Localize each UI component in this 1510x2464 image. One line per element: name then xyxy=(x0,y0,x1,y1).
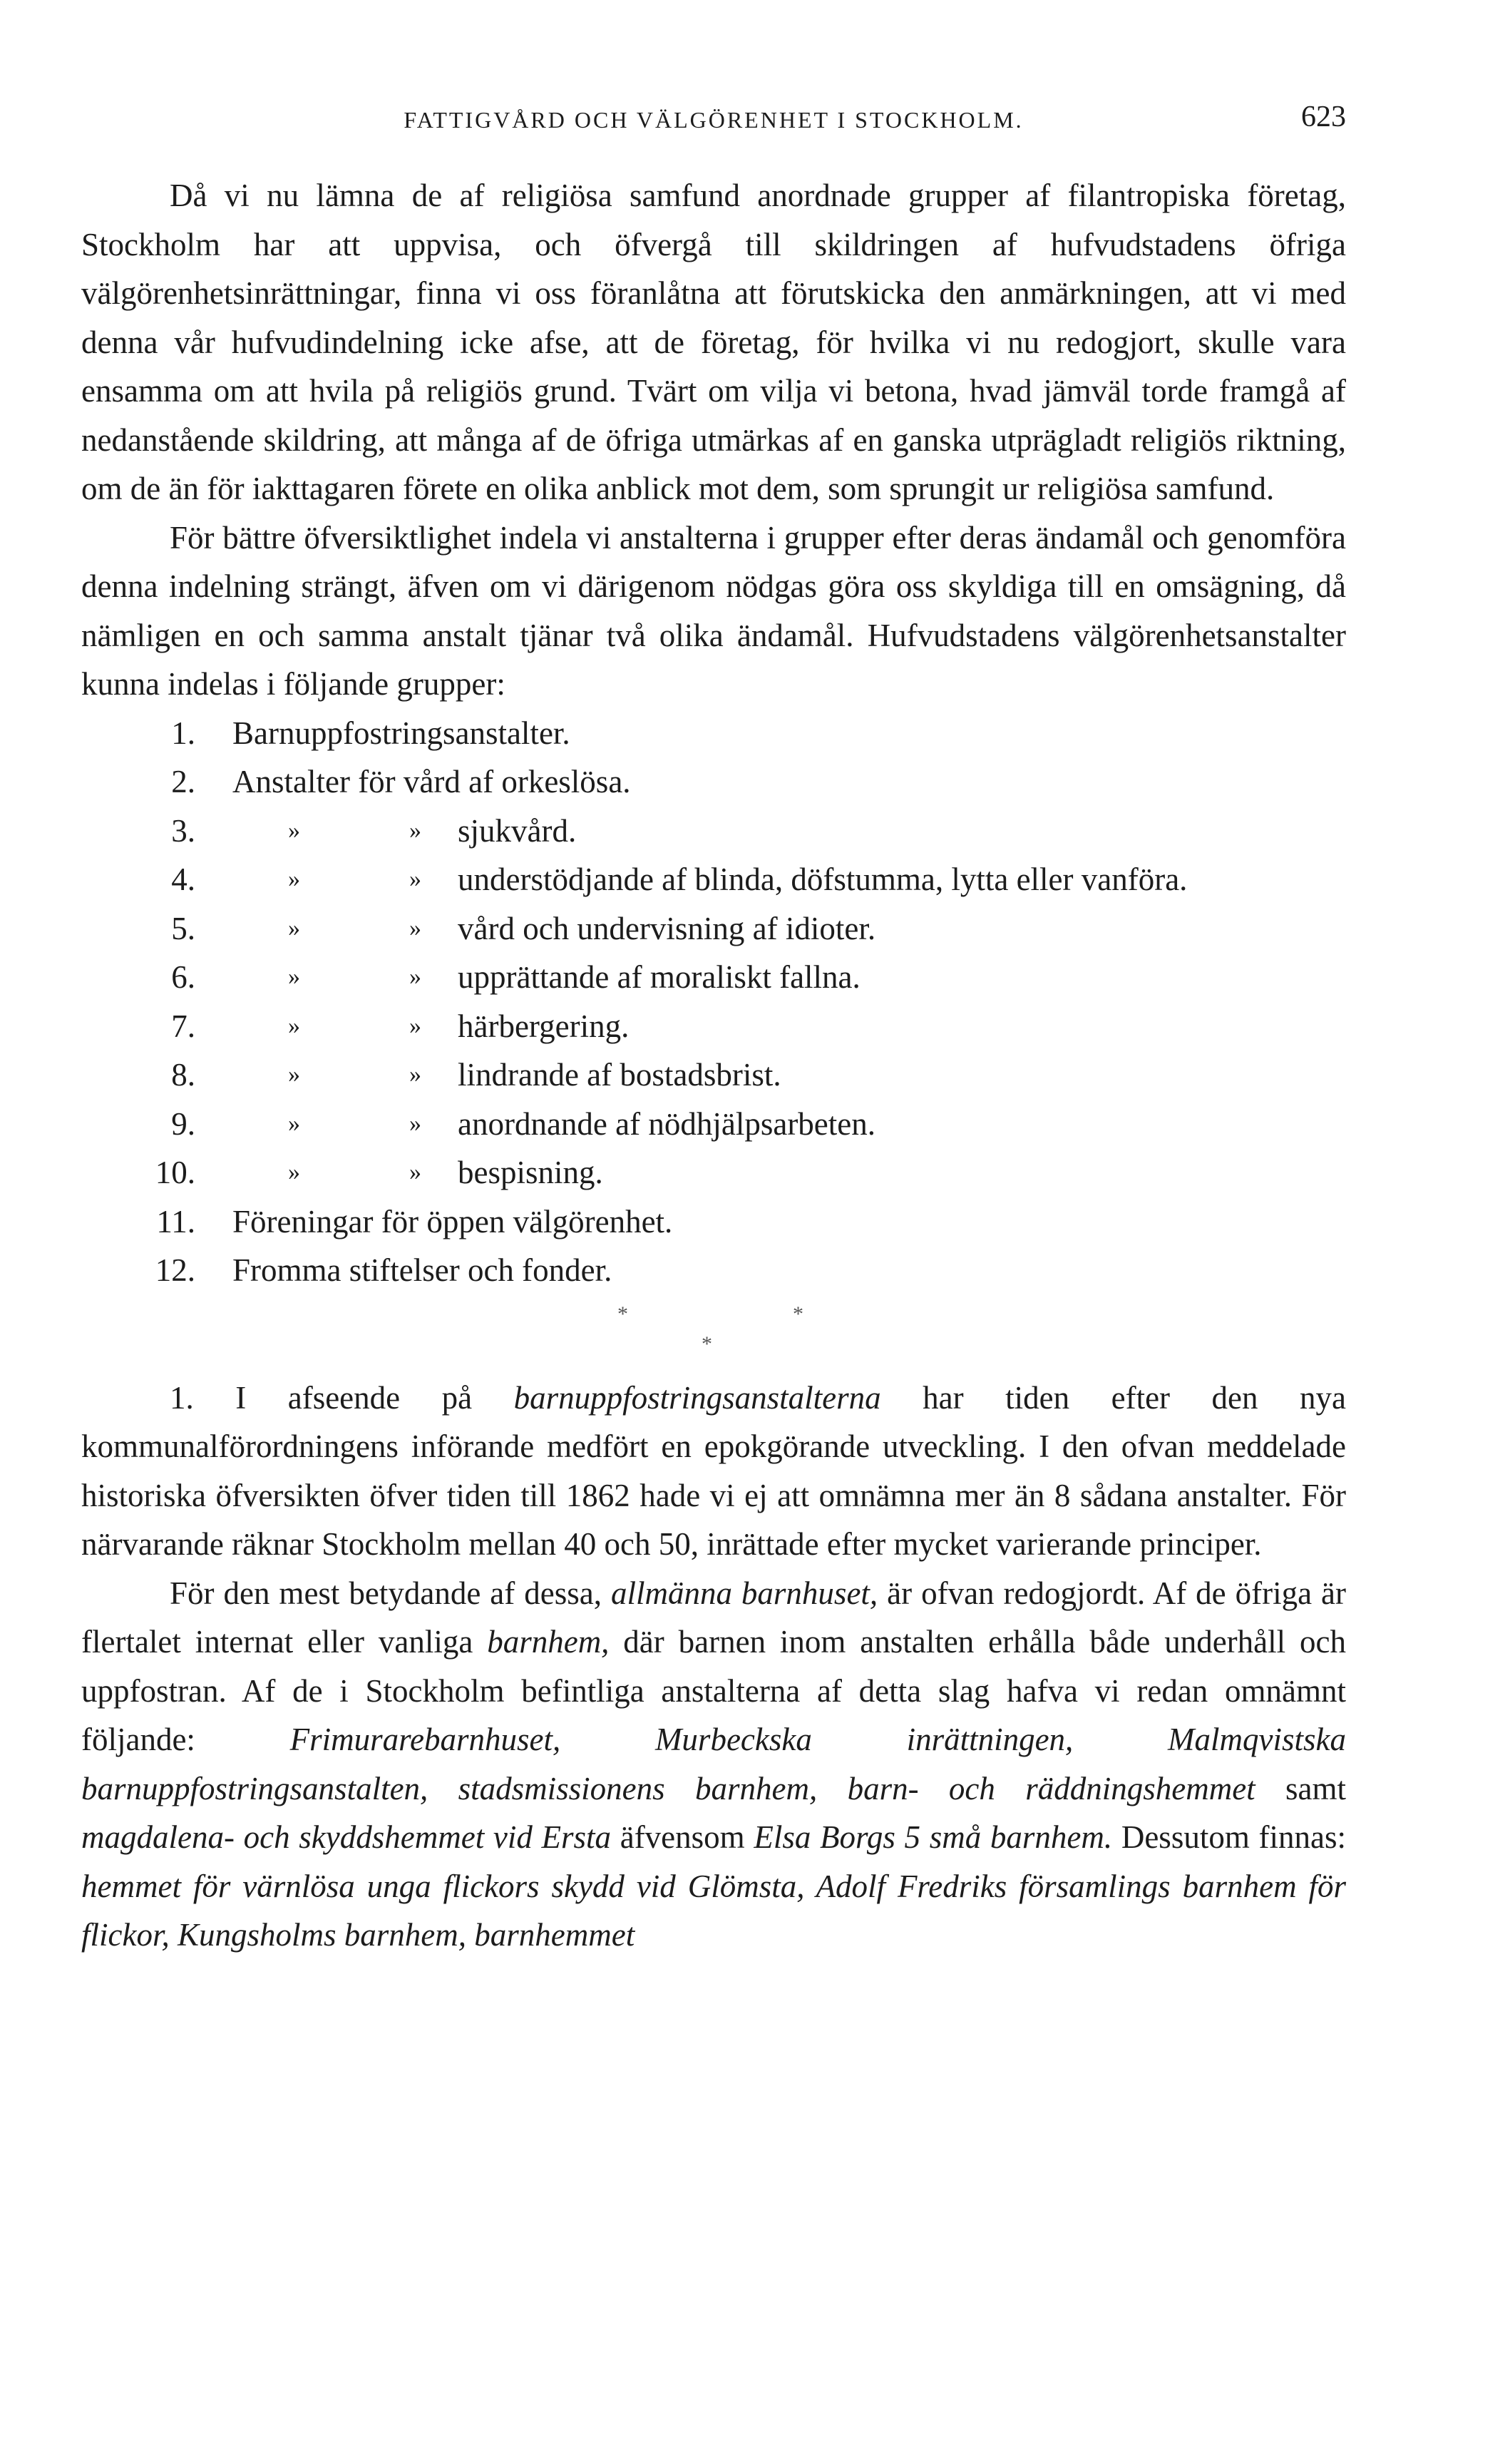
group-list xyxy=(81,709,1346,1295)
item-number: 8. xyxy=(171,1057,195,1093)
item-number: 2. xyxy=(171,764,195,799)
item-number: 9. xyxy=(171,1105,195,1142)
page-number: 623 xyxy=(1301,101,1346,133)
item-text: understödjande af blinda, döfstumma, lytta eller vanföra. xyxy=(458,862,1188,897)
item-text: Anstalter för vård af orkeslösa. xyxy=(232,764,631,799)
list-item xyxy=(81,1002,1346,1051)
ditto-mark: » xyxy=(409,1159,421,1185)
paragraph-intro: Då vi nu lämna de af religiösa samfund anordnade grupper af filantropiska företag, Stockholm har att uppvisa, och öfvergå till skildringen af hufvudstadens öfriga välgörenhetsinrättningar, finna vi oss föranlåtna att förutskicka den anmärkningen, att vi med denna vår hufvudindelning icke afse, att de företag, för hvilka vi nu redogjort, skulle vara ensamma om att hvila på religiös grund. Tvärt om vilja vi betona, hvad jämväl torde framgå af nedanstående skildring, att många af de öfriga utmärkas af en ganska utprägladt religiös riktning, om de än för iakttagaren förete en olika anblick mot dem, som sprungit ur religiösa samfund. xyxy=(81,178,1346,506)
ditto-mark: » xyxy=(288,1110,300,1137)
book-page xyxy=(81,100,1346,1960)
running-title: FATTIGVÅRD OCH VÄLGÖRENHET I STOCKHOLM. xyxy=(404,107,1024,133)
ditto-mark: » xyxy=(288,963,300,990)
item-text: härbergering. xyxy=(458,1008,630,1044)
text-run: 1. I afseende på xyxy=(170,1379,514,1416)
ditto-mark: » xyxy=(288,1061,300,1088)
ditto-mark: » xyxy=(409,1110,421,1137)
page-header xyxy=(81,100,1346,143)
text-run: samt xyxy=(1255,1770,1346,1806)
list-item xyxy=(81,1148,1346,1197)
emphasis: allmänna barnhuset, xyxy=(610,1575,878,1611)
item-number: 11. xyxy=(156,1203,195,1239)
ditto-mark: » xyxy=(409,963,421,990)
list-item xyxy=(81,1100,1346,1149)
item-text: sjukvård. xyxy=(458,812,577,849)
ditto-mark: » xyxy=(409,866,421,892)
emphasis: barnhem, xyxy=(487,1624,610,1660)
ditto-mark: » xyxy=(409,817,421,844)
text-run: Dessutom finnas: xyxy=(1112,1819,1346,1855)
item-number: 3. xyxy=(171,812,195,849)
ditto-mark: » xyxy=(288,817,300,844)
emphasis: Elsa Borgs 5 små barnhem. xyxy=(754,1819,1113,1855)
text-run: För den mest betydande af dessa, xyxy=(170,1575,611,1611)
asterisk-icon: * xyxy=(617,1302,628,1326)
paragraph-orphanages xyxy=(81,1569,1346,1960)
item-text: upprättande af moraliskt fallna. xyxy=(458,959,861,995)
paragraph-children-institutions xyxy=(81,1374,1346,1569)
text-run: där barnen inom anstalten erhålla både underhåll och uppfostran. Af de i Stockholm befintliga anstalterna af detta slag hafva vi redan omnämnt följande: xyxy=(81,1624,1346,1757)
ditto-mark: » xyxy=(409,1061,421,1088)
item-number: 1. xyxy=(171,715,195,751)
ditto-mark: » xyxy=(288,1012,300,1039)
list-item xyxy=(81,807,1346,856)
emphasis: barnuppfostringsanstalterna xyxy=(513,1379,881,1416)
emphasis: magdalena- och skyddshemmet vid Ersta xyxy=(81,1819,612,1855)
item-text: Fromma stiftelser och fonder. xyxy=(232,1252,612,1288)
list-item xyxy=(81,757,1346,807)
asterism-divider xyxy=(81,1295,1346,1374)
item-number: 6. xyxy=(171,959,195,995)
list-item xyxy=(81,855,1346,904)
text-run: är ofvan redogjordt. Af de öfriga är flertalet internat eller vanliga xyxy=(81,1575,1346,1660)
list-item xyxy=(81,709,1346,758)
text-run: äfvensom xyxy=(611,1819,754,1855)
item-text: anordnande af nödhjälpsarbeten. xyxy=(458,1105,876,1142)
item-number: 10. xyxy=(155,1155,195,1190)
list-item xyxy=(81,904,1346,954)
ditto-mark: » xyxy=(288,1159,300,1185)
item-text: bespisning. xyxy=(458,1155,603,1190)
item-text: vård och undervisning af idioter. xyxy=(458,910,876,946)
item-number: 12. xyxy=(155,1252,195,1288)
item-text: Föreningar för öppen välgörenhet. xyxy=(232,1203,673,1239)
text-run: har tiden efter den nya kommunalförordningens införande medfört en epokgörande utveckling. I den ofvan meddelade historiska öfversikten öfver tiden till 1862 hade vi ej att omnämna mer än 8 sådana anstalter. För närvarande räknar Stockholm mellan 40 och 50, inrättade efter mycket varierande principer. xyxy=(81,1379,1346,1562)
item-number: 4. xyxy=(171,862,195,897)
emphasis: hemmet för värnlösa unga flickors skydd vid Glömsta, Adolf Fredriks församlings barnhem för flickor, Kungsholms barnhem, barnhemmet xyxy=(81,1868,1346,1953)
list-item xyxy=(81,1050,1346,1100)
list-item xyxy=(81,1197,1346,1247)
item-text: lindrande af bostadsbrist. xyxy=(458,1057,781,1093)
item-number: 7. xyxy=(171,1008,195,1044)
emphasis: Frimurarebarnhuset, Murbeckska inrättningen, Malmqvistska barnuppfostringsanstalten, stadsmissionens barnhem, barn- och räddningshemmet xyxy=(81,1722,1346,1806)
ditto-mark: » xyxy=(288,914,300,941)
ditto-mark: » xyxy=(288,866,300,892)
ditto-mark: » xyxy=(409,914,421,941)
item-number: 5. xyxy=(171,910,195,946)
asterisk-icon: * xyxy=(793,1302,803,1326)
asterisk-icon: * xyxy=(702,1331,712,1356)
list-item xyxy=(81,953,1346,1002)
list-item xyxy=(81,1246,1346,1295)
ditto-mark: » xyxy=(409,1012,421,1039)
item-text: Barnuppfostringsanstalter. xyxy=(232,715,570,751)
paragraph-grouping: För bättre öfversiktlighet indela vi anstalterna i grupper efter deras ändamål och genomföra denna indelning strängt, äfven om vi därigenom nödgas göra oss skyldiga till en omsägning, då nämligen en och samma anstalt tjänar två olika ändamål. Hufvudstadens välgörenhetsanstalter kunna indelas i följande grupper: xyxy=(81,519,1346,702)
